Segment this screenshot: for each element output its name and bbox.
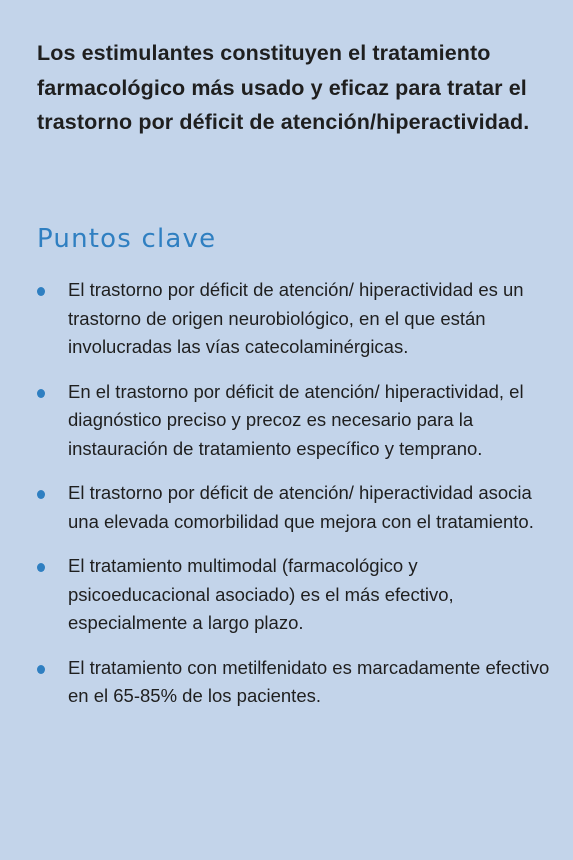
bullet-dot-icon: [37, 665, 45, 674]
bullet-dot-icon: [37, 563, 45, 572]
key-point-item: [30, 378, 550, 464]
key-point-text: El trastorno por déficit de atención/ hiperactividad asocia una elevada comorbilidad que mejora con el tratamiento.: [68, 482, 534, 532]
key-point-item: [30, 479, 550, 536]
key-points-list: [30, 276, 550, 727]
bullet-dot-icon: [37, 287, 45, 296]
key-point-item: [30, 654, 550, 711]
section-title: Puntos clave: [37, 224, 217, 254]
bullet-dot-icon: [37, 490, 45, 499]
key-point-item: [30, 276, 550, 362]
key-point-text: El tratamiento multimodal (farmacológico y psicoeducacional asociado) es el más efectivo, especialmente a largo plazo.: [68, 555, 454, 633]
key-point-item: [30, 552, 550, 638]
key-point-text: El tratamiento con metilfenidato es marcadamente efectivo en el 65-85% de los pacientes.: [68, 656, 550, 706]
key-point-text: El trastorno por déficit de atención/ hiperactividad es un trastorno de origen neurobiológico, en el que están involucradas las vías catecolaminérgicas.: [68, 279, 524, 357]
bullet-dot-icon: [37, 389, 45, 398]
intro-statement: Los estimulantes constituyen el tratamiento farmacológico más usado y eficaz para tratar el trastorno por déficit de atención/hiperactividad.: [37, 41, 530, 134]
key-point-text: En el trastorno por déficit de atención/ hiperactividad, el diagnóstico preciso y precoz es necesario para la instauración de tratamiento específico y temprano.: [68, 380, 524, 459]
